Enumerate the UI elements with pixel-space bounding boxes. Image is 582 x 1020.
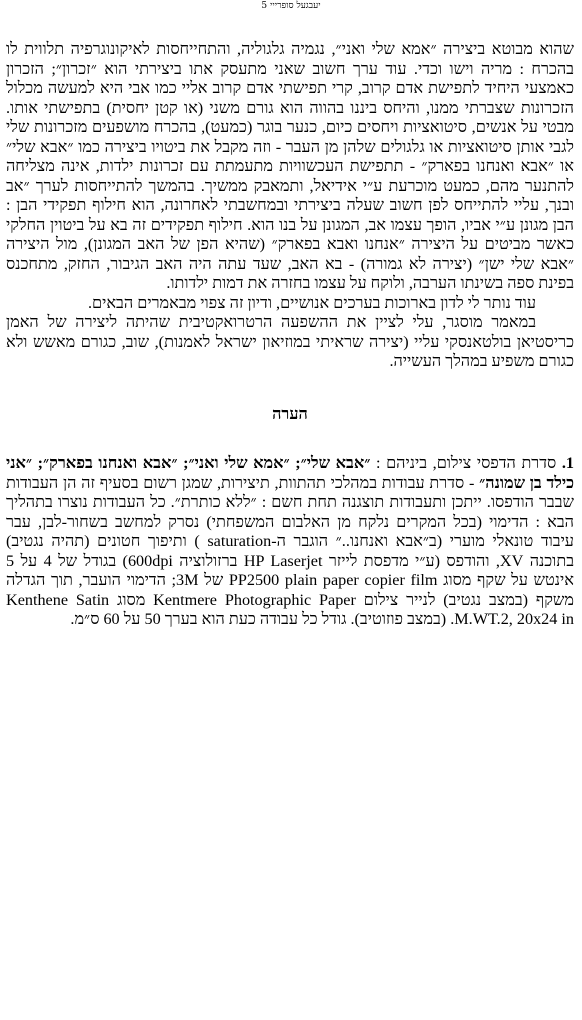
footnote-titles: ״אבא שלי״; ״אמא שלי ואני״; ״אבא ואנחנו בפארק״; ״אני כילד בן שמונה״	[6, 454, 574, 492]
footnote-intro: סדרת הדפסי צילום, ביניהם :	[370, 454, 562, 472]
note-heading: הערה	[272, 404, 308, 423]
running-head: יעבגעל סופרייי 5	[261, 1, 321, 11]
paragraph-main: שהוא מבוטא ביצירה ״אמא שלי ואני״, נגמיה גלגוליה, והתחייחסות לאיקונוגרפיה תלווית לו בהכרח : מריה וישו וכדי. עוד ערך חשוב שאני מתעסק אתו ביצירתי הוא ״זכרון״; הזכרון כאמצעי היחיד לתפישת אדם קרוב, קרי תפישתי אדם קרוב אליי כמו אבי היא למעשה מכלול הזכרונות שצברתי ממנו, והיחס ביננו בהווה הוא גורם משני (או קטן יחסית) בתפישתי אותו. מבטי על אנשים, סיטואציות ויחסים כיום, כנער בוגר (כמעט), בהכרח מושפעים מזכרונות שלי לגבי אותן סיטואציות או גלגולים שלהן מן העבר - וזה מקבל את ביטויו ביצירה כמו ״אבא שלי״ או ״אבא ואנחנו בפארק״ - תתפישת העכשוויות מתעמתת עם זכרונות ילדות, אינה מצליחה להתנער מהם, כמעט מוכרעת ע״י אידיאל, ותמאבק ממשיך. בהמשך להתייחסות לערך ״אב ובנך, עליי להתייחס לפן חשוב שעלה ביצירתי ובמחשבתי לאחרונה, הוא חילוף תפקידי הבן : הבן מגונן ע״י אביו, הופך עצמו אב, המגונן על בנו הוא. חילוף תפקידים זה בא על ביטוין החלקי כאשר מביטים על היצירה ״אנחנו ואבא בפארק״ (שהיא הפן של האב המגונן), מול היצירה ״אבא שלי ישן״ (יצירה לא גמורה) - בא האב, שעד עתה היה האב הגיבור, החזק, מתחכנס בפינת ספה בשינתו הערבה, ולוקח על עצמו בחזרה את דמות ילדותו.	[6, 40, 574, 292]
footnote-text: - סדרת עבודות במהלכי תהתוות, תיצירות, שמגן רשום בסעיף זה הן העבודות שבבר הודפסו. ייתכן ותעבודות תוצגנה תחת חשם : ״ללא כותרת״. כל העבודות נוצרו בתהליך הבא : הדימוי (בכל המקרים נלקח מן האלבום המשפחתי) נסרק למחשב בשחור-לבן, עבר עיבוד טונאלי מוערי (ב״אבא ואנחנו..״ הוגבר ה-saturation ) ותיפוך חטונים (תהיה נגטיב) בתוכנה XV, והודפס (ע״י מדפסת לייזר HP Laserjet ברזולוציה 600dpi) בגודל של 4 על 5 אינטש על שקף מסוג PP2500 plain paper copier film של 3M; הדימוי הועבר, תוך הגדלה משקף (במצב נגטיב) לנייר צילום Kentmere Photographic Paper מסוג Kenthene Satin M.WT.2, 20x24 in. (במצב פוזוטיב). גודל כל עבודה כעת הוא בערך 50 על 60 ס״מ.	[6, 473, 574, 628]
paragraph-remaining-values: עוד נותר לי לדון בארוכות בערכים אנושיים, ודיון זה צפוי מבאמרים הבאים.	[87, 293, 536, 312]
paragraph-boltanski: במאמר מוסגר, עלי לציין את ההשפעה הרטרואקטיבית שהיתה ליצירה של האמן כריסטיאן בולטאנסקי עליי (יצירה שראיתי במוזיאון ישראל לאמנות), שוב, כגורם מאשש ולא כגורם משפיע במהלך העשייה.	[6, 313, 574, 370]
footnote-number: 1.	[561, 454, 574, 472]
body-text	[6, 40, 574, 630]
footnote	[6, 454, 574, 630]
